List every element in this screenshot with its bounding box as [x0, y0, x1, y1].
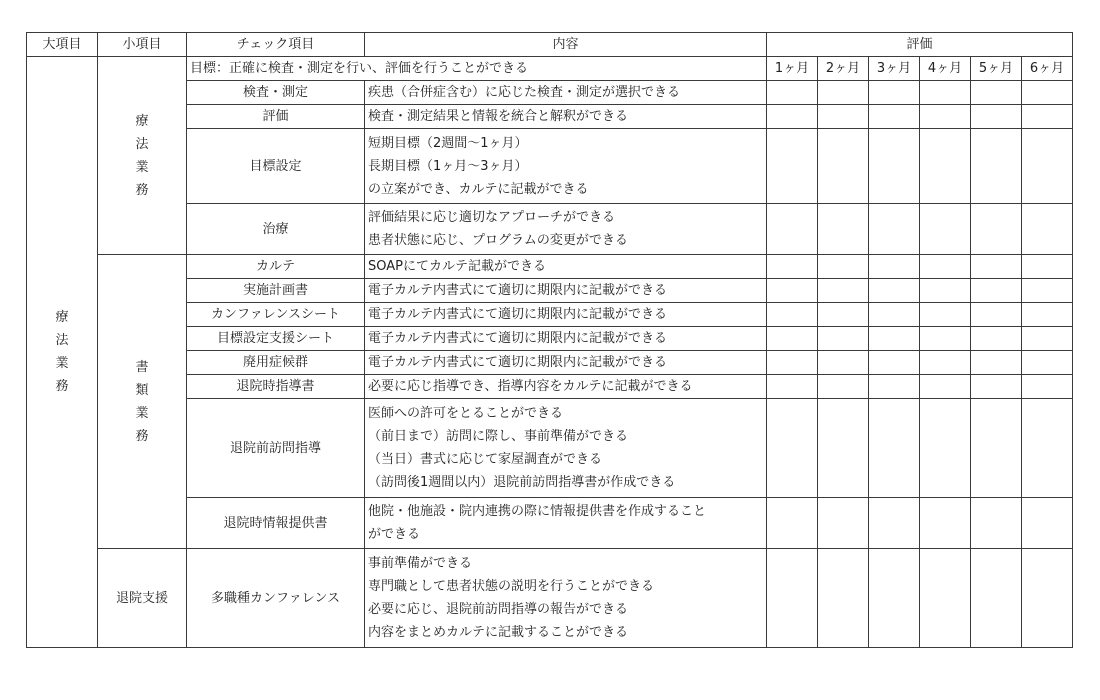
check-item: 退院時情報提供書	[187, 498, 365, 549]
content-cell	[365, 399, 767, 498]
content-cell	[365, 279, 767, 303]
evaluation-cell[interactable]	[971, 105, 1022, 129]
check-item: 退院時指導書	[187, 375, 365, 399]
evaluation-cell[interactable]	[971, 204, 1022, 255]
month-header: 1ヶ月	[767, 57, 818, 81]
content-line: 評価結果に応じ適切なアプローチができる	[368, 210, 616, 225]
evaluation-cell[interactable]	[971, 279, 1022, 303]
month-header: 3ヶ月	[869, 57, 920, 81]
content-cell	[365, 303, 767, 327]
evaluation-cell[interactable]	[971, 129, 1022, 204]
evaluation-cell[interactable]	[971, 375, 1022, 399]
evaluation-cell[interactable]	[869, 303, 920, 327]
evaluation-cell[interactable]	[818, 129, 869, 204]
goal-row	[27, 57, 1073, 81]
content-cell	[365, 549, 767, 648]
evaluation-cell[interactable]	[1022, 129, 1073, 204]
evaluation-cell[interactable]	[920, 279, 971, 303]
minor-category-label-char: 書	[135, 359, 149, 375]
evaluation-cell[interactable]	[767, 81, 818, 105]
content-line: 電子カルテ内書式にて適切に期限内に記載ができる	[368, 283, 668, 298]
evaluation-cell[interactable]	[818, 399, 869, 498]
content-cell	[365, 375, 767, 399]
minor-category-label-char: 業	[135, 405, 149, 421]
major-category-label	[27, 57, 98, 648]
table-body	[27, 33, 1073, 648]
table-row	[27, 549, 1073, 648]
content-line: 患者状態に応じ、プログラムの変更ができる	[368, 233, 628, 248]
evaluation-cell[interactable]	[920, 351, 971, 375]
evaluation-cell[interactable]	[767, 327, 818, 351]
content-cell	[365, 255, 767, 279]
header-row	[27, 33, 1073, 57]
content-line: 他院・他施設・院内連携の際に情報提供書を作成すること	[368, 504, 707, 519]
check-item: 退院前訪問指導	[187, 399, 365, 498]
major-category-label-char: 業	[55, 356, 69, 371]
evaluation-cell[interactable]	[818, 105, 869, 129]
content-line: 医師への許可をとることができる	[368, 406, 564, 421]
evaluation-cell[interactable]	[920, 204, 971, 255]
evaluation-cell[interactable]	[818, 81, 869, 105]
evaluation-cell[interactable]	[818, 255, 869, 279]
evaluation-cell[interactable]	[869, 327, 920, 351]
evaluation-cell[interactable]	[1022, 399, 1073, 498]
major-category-label-char: 法	[55, 333, 69, 348]
evaluation-cell[interactable]	[1022, 327, 1073, 351]
evaluation-cell[interactable]	[1022, 255, 1073, 279]
header-evaluation: 評価	[767, 33, 1073, 57]
check-item: 治療	[187, 204, 365, 255]
content-line: 疾患（合併症含む）に応じた検査・測定が選択できる	[368, 85, 681, 100]
evaluation-cell[interactable]	[971, 498, 1022, 549]
month-header: 6ヶ月	[1022, 57, 1073, 81]
content-cell	[365, 81, 767, 105]
evaluation-cell[interactable]	[869, 549, 920, 648]
content-cell	[365, 351, 767, 375]
evaluation-cell[interactable]	[767, 549, 818, 648]
content-cell	[365, 204, 767, 255]
minor-category-label-char: 務	[135, 428, 149, 444]
minor-category-label: 退院支援	[98, 549, 187, 648]
evaluation-cell[interactable]	[869, 279, 920, 303]
evaluation-cell[interactable]	[869, 255, 920, 279]
content-cell	[365, 498, 767, 549]
content-cell	[365, 105, 767, 129]
evaluation-cell[interactable]	[1022, 279, 1073, 303]
goal-text: 目標：正確に検査・測定を行い、評価を行うことができる	[187, 57, 767, 81]
minor-category-label-char: 類	[135, 382, 149, 398]
minor-category-label-char: 療	[135, 113, 149, 129]
evaluation-cell[interactable]	[767, 279, 818, 303]
evaluation-cell[interactable]	[1022, 549, 1073, 648]
minor-category-label	[98, 255, 187, 549]
evaluation-cell[interactable]	[767, 303, 818, 327]
evaluation-cell[interactable]	[818, 279, 869, 303]
content-line: （当日）書式に応じて家屋調査ができる	[368, 452, 603, 467]
evaluation-cell[interactable]	[869, 399, 920, 498]
content-line: （訪問後1週間以内）退院前訪問指導書が作成できる	[368, 475, 676, 490]
evaluation-cell[interactable]	[971, 399, 1022, 498]
evaluation-cell[interactable]	[869, 351, 920, 375]
evaluation-cell[interactable]	[920, 129, 971, 204]
header-minor: 小項目	[98, 33, 187, 57]
header-content: 内容	[365, 33, 767, 57]
evaluation-cell[interactable]	[869, 105, 920, 129]
evaluation-cell[interactable]	[869, 81, 920, 105]
evaluation-cell[interactable]	[971, 549, 1022, 648]
evaluation-cell[interactable]	[818, 351, 869, 375]
content-line: 専門職として患者状態の説明を行うことができる	[368, 579, 655, 594]
content-line: 電子カルテ内書式にて適切に期限内に記載ができる	[368, 331, 668, 346]
content-line: 短期目標（2週間～1ヶ月）	[368, 135, 528, 151]
evaluation-cell[interactable]	[1022, 81, 1073, 105]
check-item: 廃用症候群	[187, 351, 365, 375]
content-line: 必要に応じ、退院前訪問指導の報告ができる	[368, 602, 629, 617]
evaluation-cell[interactable]	[920, 399, 971, 498]
month-header: 5ヶ月	[971, 57, 1022, 81]
evaluation-cell[interactable]	[920, 327, 971, 351]
minor-category-label-char: 業	[135, 159, 149, 175]
evaluation-cell[interactable]	[767, 129, 818, 204]
check-item: 目標設定支援シート	[187, 327, 365, 351]
evaluation-cell[interactable]	[869, 129, 920, 204]
content-cell	[365, 129, 767, 204]
content-line: 内容をまとめカルテに記載することができる	[368, 625, 629, 640]
evaluation-cell[interactable]	[767, 105, 818, 129]
content-line: 検査・測定結果と情報を統合と解釈ができる	[368, 109, 629, 124]
evaluation-cell[interactable]	[818, 327, 869, 351]
evaluation-cell[interactable]	[767, 498, 818, 549]
content-cell	[365, 327, 767, 351]
evaluation-cell[interactable]	[818, 375, 869, 399]
evaluation-cell[interactable]	[767, 255, 818, 279]
evaluation-cell[interactable]	[920, 81, 971, 105]
evaluation-cell[interactable]	[971, 255, 1022, 279]
evaluation-cell[interactable]	[869, 204, 920, 255]
header-major: 大項目	[27, 33, 98, 57]
evaluation-cell[interactable]	[971, 303, 1022, 327]
content-line: 電子カルテ内書式にて適切に期限内に記載ができる	[368, 307, 668, 322]
content-line: 電子カルテ内書式にて適切に期限内に記載ができる	[368, 355, 668, 370]
evaluation-cell[interactable]	[920, 303, 971, 327]
evaluation-cell[interactable]	[920, 498, 971, 549]
evaluation-cell[interactable]	[920, 105, 971, 129]
check-item: カンファレンスシート	[187, 303, 365, 327]
major-category-label-char: 療	[55, 310, 69, 325]
evaluation-cell[interactable]	[818, 549, 869, 648]
minor-category-label	[98, 57, 187, 255]
minor-category-label-char: 法	[135, 136, 149, 152]
evaluation-checklist-table	[26, 32, 1073, 648]
evaluation-cell[interactable]	[818, 303, 869, 327]
evaluation-cell[interactable]	[869, 498, 920, 549]
evaluation-cell[interactable]	[920, 255, 971, 279]
check-item: 多職種カンファレンス	[187, 549, 365, 648]
check-item: 目標設定	[187, 129, 365, 204]
content-line: 長期目標（1ヶ月～3ヶ月）	[368, 158, 528, 174]
evaluation-cell[interactable]	[869, 375, 920, 399]
evaluation-cell[interactable]	[767, 375, 818, 399]
check-item: 評価	[187, 105, 365, 129]
evaluation-cell[interactable]	[1022, 375, 1073, 399]
header-check-item: チェック項目	[187, 33, 365, 57]
evaluation-cell[interactable]	[818, 204, 869, 255]
month-header: 4ヶ月	[920, 57, 971, 81]
evaluation-cell[interactable]	[1022, 498, 1073, 549]
evaluation-cell[interactable]	[971, 351, 1022, 375]
evaluation-cell[interactable]	[1022, 204, 1073, 255]
content-line: SOAPにてカルテ記載ができる	[368, 259, 546, 274]
check-item: カルテ	[187, 255, 365, 279]
evaluation-cell[interactable]	[971, 327, 1022, 351]
evaluation-cell[interactable]	[1022, 105, 1073, 129]
evaluation-cell[interactable]	[920, 375, 971, 399]
check-item: 実施計画書	[187, 279, 365, 303]
evaluation-cell[interactable]	[1022, 351, 1073, 375]
content-line: 事前準備ができる	[368, 556, 473, 571]
content-line: （前日まで）訪問に際し、事前準備ができる	[368, 429, 629, 444]
major-category-label-char: 務	[55, 379, 69, 394]
evaluation-cell[interactable]	[767, 204, 818, 255]
content-line: 必要に応じ指導でき、指導内容をカルテに記載ができる	[368, 379, 693, 394]
evaluation-cell[interactable]	[920, 549, 971, 648]
evaluation-cell[interactable]	[767, 351, 818, 375]
content-line: ができる	[368, 527, 421, 542]
check-item: 検査・測定	[187, 81, 365, 105]
month-header: 2ヶ月	[818, 57, 869, 81]
evaluation-cell[interactable]	[971, 81, 1022, 105]
minor-category-label-char: 務	[135, 182, 149, 198]
evaluation-cell[interactable]	[767, 399, 818, 498]
content-line: の立案ができ、カルテに記載ができる	[368, 181, 589, 197]
evaluation-cell[interactable]	[818, 498, 869, 549]
evaluation-cell[interactable]	[1022, 303, 1073, 327]
table-row	[27, 255, 1073, 279]
